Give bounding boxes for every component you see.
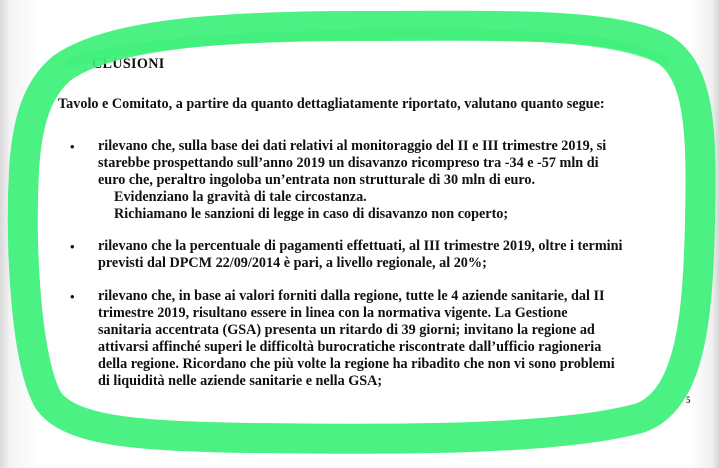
text-line: rilevano che, sulla base dei dati relativi al monitoraggio del II e III trimestre 2019, si [98,138,607,154]
bullet-text [98,288,643,390]
text-line: trimestre 2019, risultano essere in linea con la normativa vigente. La Gestione [98,305,568,321]
text-line: rilevano che, in base ai valori forniti dalla regione, tutte le 4 aziende sanitarie, dal II [98,288,605,304]
text-line: attivarsi affinché superi le difficoltà burocratiche riscontrate dall’ufficio ragioneria [98,339,602,355]
bullet-dot: • [70,239,75,254]
text-line: di liquidità nelle aziende sanitarie e nella GSA; [98,373,383,389]
section-heading: CLUSIONI [92,56,165,72]
text-line: rilevano che la percentuale di pagamenti effettuati, al III trimestre 2019, oltre i termini [98,238,623,254]
bullet-dot: • [70,139,75,154]
text-line: Richiamano le sanzioni di legge in caso di disavanzo non coperto; [114,206,509,222]
text-line: della regione. Ricordano che più volte la regione ha ribadito che non vi sono problemi [98,356,615,372]
text-line: previsti dal DPCM 22/09/2014 è pari, a livello regionale, al 20%; [98,255,487,271]
bullet-text [98,238,643,272]
text-line: starebbe prospettando sull’anno 2019 un disavanzo ricompreso tra -34 e -57 mln di [98,155,599,171]
text-line: sanitaria accentrata (GSA) presenta un ritardo di 39 giorni; invitano la regione ad [98,322,595,338]
page-number: 5 [686,395,691,405]
bullet-dot: • [70,289,75,304]
bullet-item-pagamenti [70,238,643,272]
text-line: euro che, peraltro ingoloba un’entrata non strutturale di 30 mln di euro. [98,172,536,188]
bullet-item-aziende-sanitarie [70,288,643,390]
bullet-item-monitoraggio [70,138,643,223]
intro-paragraph: Tavolo e Comitato, a partire da quanto dettagliatamente riportato, valutano quanto segue: [58,96,605,112]
text-line: Evidenziano la gravità di tale circostanza. [114,189,367,205]
bullet-text [98,138,643,223]
